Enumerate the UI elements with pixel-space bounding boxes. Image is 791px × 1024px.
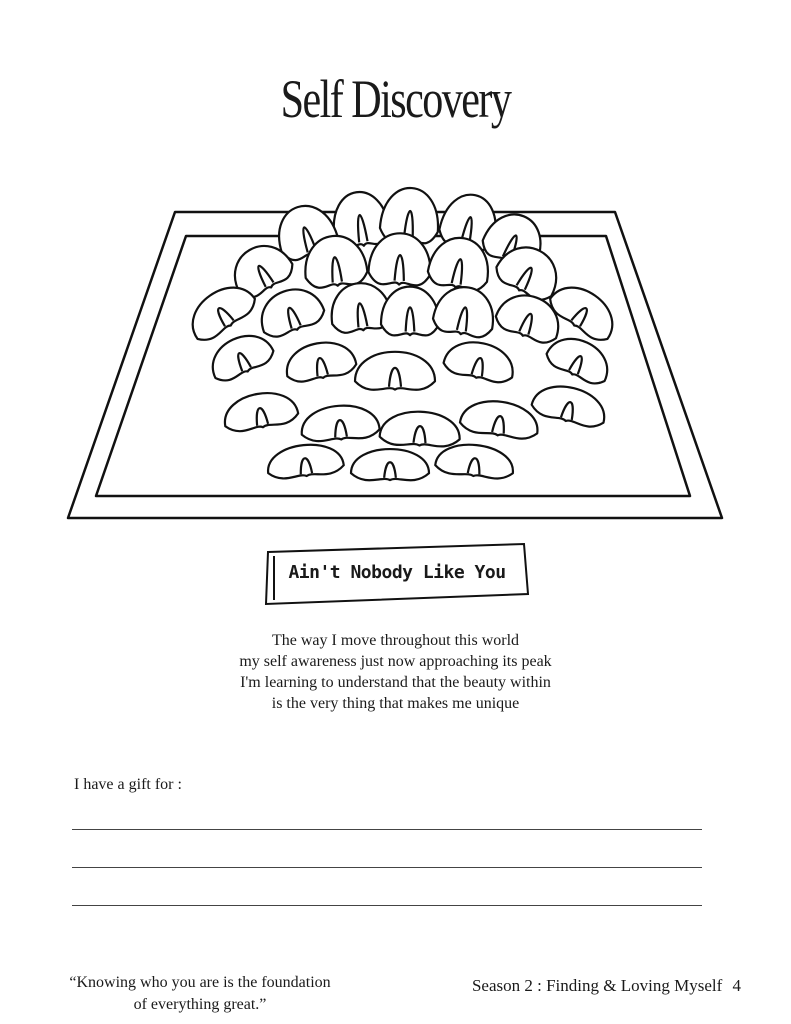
poem-line: my self awareness just now approaching its peak — [239, 653, 552, 670]
fortune-cookie-shape — [355, 352, 435, 390]
fortune-cookie-shape — [381, 287, 439, 336]
series-title: Season 2 : Finding & Loving Myself — [471, 976, 723, 995]
poem-line: is the very thing that makes me unique — [271, 695, 520, 712]
fortune-cookie-shape — [379, 410, 460, 447]
page-number: 4 — [732, 976, 741, 995]
poem-line: The way I move throughout this world — [271, 632, 520, 649]
fortune-cookie-shape — [459, 396, 541, 440]
fortune-cookie-shape — [431, 282, 498, 339]
writing-line-1[interactable] — [72, 829, 702, 830]
quote-line: “Knowing who you are is the foundation — [69, 974, 331, 991]
fortune-cookie-shape — [266, 441, 345, 480]
fortune-cookie-shape — [442, 336, 518, 385]
writing-line-3[interactable] — [72, 905, 702, 906]
fortune-cookie-platter-icon — [60, 160, 730, 530]
fortune-cookie-shape — [300, 403, 380, 442]
gift-prompt: I have a gift for : — [74, 776, 182, 793]
banner-title: Ain't Nobody Like You — [288, 562, 506, 583]
quote-line: of everything great.” — [133, 996, 267, 1013]
poem-line: I'm learning to understand that the beauty within — [240, 674, 551, 691]
poem — [150, 630, 641, 714]
quote — [30, 972, 370, 1016]
writing-line-2[interactable] — [72, 867, 702, 868]
footer — [466, 976, 741, 996]
fortune-cookie-shape — [351, 449, 429, 480]
fortune-cookie-shape — [283, 337, 358, 384]
fortune-cookie-shape — [530, 379, 610, 430]
page-title: Self Discovery — [280, 69, 511, 129]
fortune-cookie-shape — [221, 388, 300, 434]
